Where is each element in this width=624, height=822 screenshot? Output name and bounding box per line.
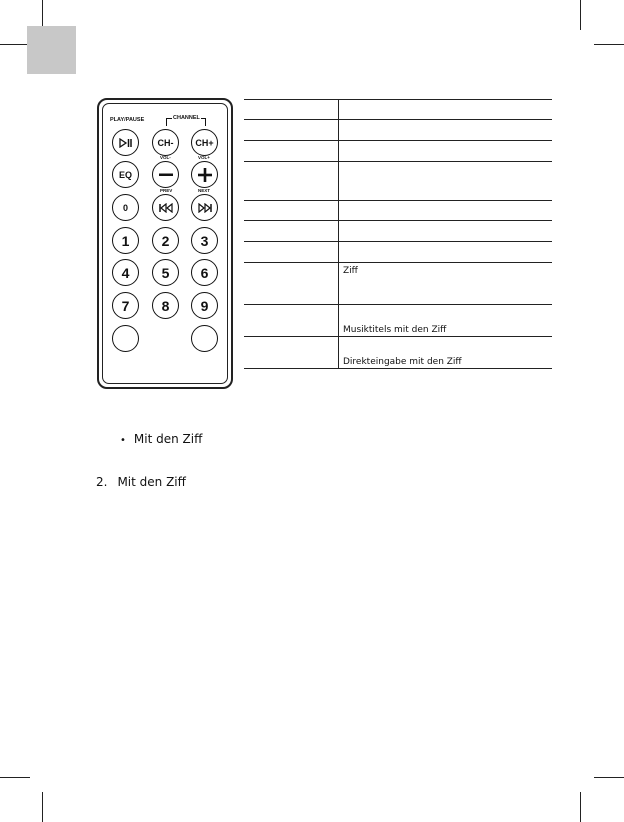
minus-icon <box>159 173 173 177</box>
table-row <box>244 242 552 263</box>
digit-9-button: 9 <box>191 292 218 319</box>
table-row <box>244 100 552 120</box>
next-button <box>191 194 218 221</box>
digit-1-button: 1 <box>112 227 139 254</box>
crop-mark <box>594 44 624 45</box>
table-cell <box>244 221 339 242</box>
vol-minus-label: VOL- <box>160 155 171 160</box>
crop-mark <box>580 792 581 822</box>
blank-left-button <box>112 325 139 352</box>
table-cell <box>339 141 553 162</box>
table-cell <box>244 100 339 120</box>
digit-8-button: 8 <box>152 292 179 319</box>
next-label: NEXT <box>198 188 211 193</box>
digit-3-button: 3 <box>191 227 218 254</box>
table-cell <box>339 100 553 120</box>
table-cell: Direkteingabe mit den Ziff <box>339 337 553 369</box>
ch-plus-button: CH+ <box>191 129 218 156</box>
table-row <box>244 305 552 337</box>
channel-label: CHANNEL <box>173 115 200 121</box>
table-cell <box>244 201 339 221</box>
play-pause-label: PLAY/PAUSE <box>110 117 145 123</box>
bullet-item <box>120 432 202 446</box>
vol-plus-button <box>191 161 218 188</box>
crop-mark <box>0 44 30 45</box>
table-cell <box>339 162 553 201</box>
table-cell: Ziff <box>339 263 553 305</box>
table-cell <box>244 337 339 369</box>
table-cell <box>339 201 553 221</box>
digit-2-button: 2 <box>152 227 179 254</box>
zero-button: 0 <box>112 194 139 221</box>
table-cell <box>244 120 339 141</box>
skip-forward-icon <box>198 203 212 213</box>
table-cell <box>244 141 339 162</box>
table-cell: Musiktitels mit den Ziff <box>339 305 553 337</box>
crop-mark <box>0 777 30 778</box>
numbered-step <box>96 475 186 489</box>
table-row <box>244 120 552 141</box>
table-row <box>244 201 552 221</box>
table-cell <box>339 242 553 263</box>
vol-plus-label: VOL+ <box>198 155 210 160</box>
table-cell <box>339 221 553 242</box>
crop-mark <box>594 777 624 778</box>
digit-7-button: 7 <box>112 292 139 319</box>
bullet-text: Mit den Ziff <box>133 432 203 446</box>
step-number: 2. <box>96 475 108 489</box>
bullet-icon: • <box>120 435 126 446</box>
blank-right-button <box>191 325 218 352</box>
skip-back-icon <box>159 203 173 213</box>
table-cell <box>244 263 339 305</box>
table-row <box>244 162 552 201</box>
table-row <box>244 141 552 162</box>
digit-6-button: 6 <box>191 259 218 286</box>
function-table <box>244 99 552 369</box>
play-pause-button <box>112 129 139 156</box>
table-row <box>244 337 552 369</box>
prev-label: PREV <box>160 188 173 193</box>
table-row <box>244 221 552 242</box>
table-cell <box>244 242 339 263</box>
eq-button: EQ <box>112 161 139 188</box>
play-pause-icon <box>119 138 133 148</box>
table-cell <box>244 305 339 337</box>
table-row <box>244 263 552 305</box>
prev-button <box>152 194 179 221</box>
page-tab-marker <box>27 26 76 74</box>
digit-5-button: 5 <box>152 259 179 286</box>
vol-minus-button <box>152 161 179 188</box>
table-cell <box>339 120 553 141</box>
crop-mark <box>580 0 581 30</box>
plus-icon <box>198 168 212 182</box>
ch-minus-button: CH- <box>152 129 179 156</box>
step-text: Mit den Ziff <box>117 475 186 489</box>
digit-4-button: 4 <box>112 259 139 286</box>
table-cell <box>244 162 339 201</box>
crop-mark <box>42 792 43 822</box>
